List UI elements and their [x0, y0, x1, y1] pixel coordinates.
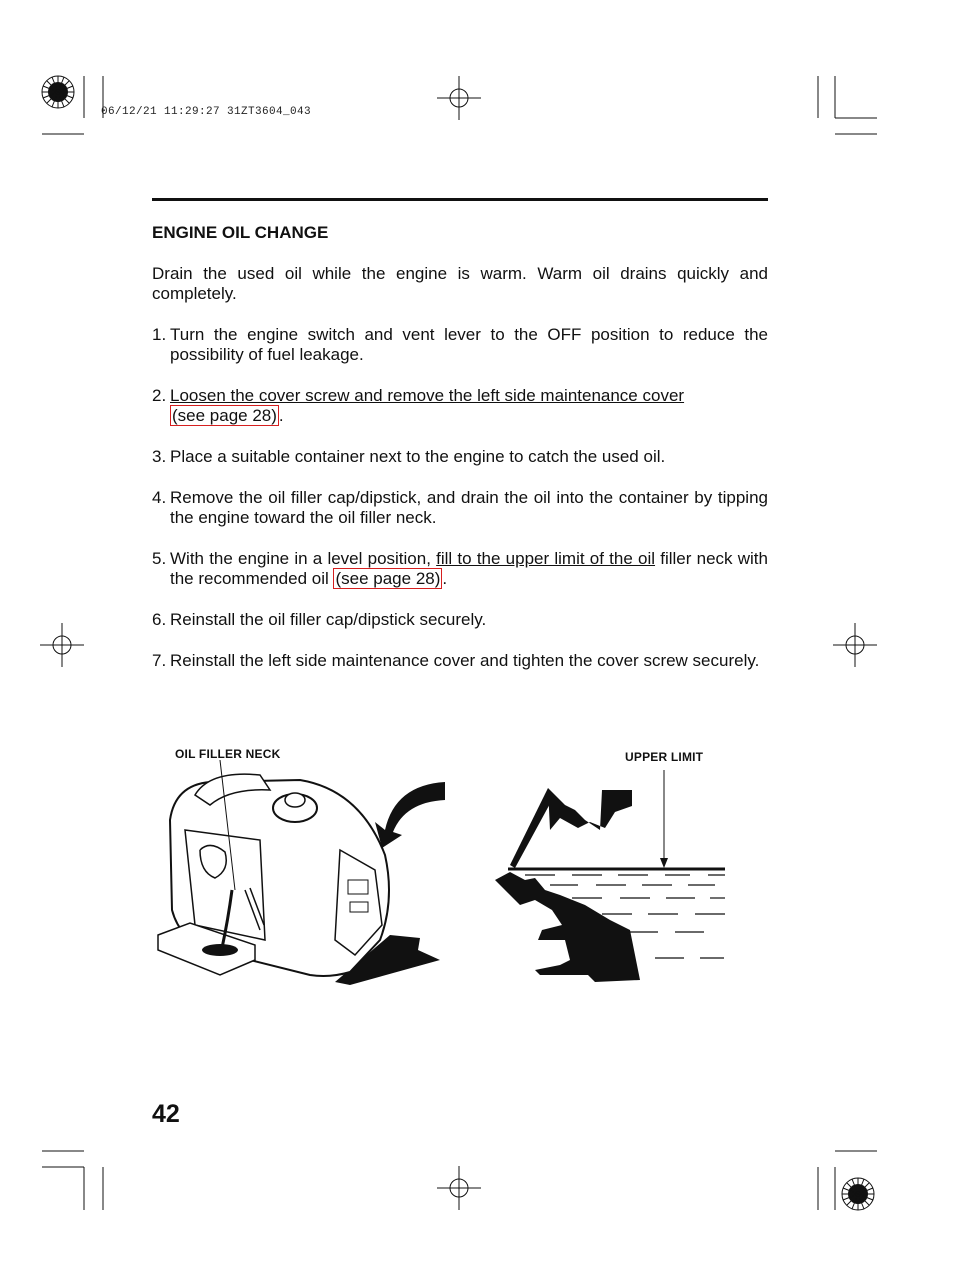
label-oil-filler-neck: OIL FILLER NECK [175, 747, 281, 761]
list-item [152, 447, 768, 467]
list-item [152, 610, 768, 630]
step-text: Reinstall the left side maintenance cover and tighten the cover screw securely. [170, 651, 760, 670]
section-rule [152, 198, 768, 201]
page-reference-link[interactable]: (see page 28) [335, 569, 441, 588]
crosshair-icon [833, 623, 877, 667]
crosshair-icon [437, 1166, 481, 1210]
step-number: 4. [152, 488, 167, 507]
step-punctuation: . [442, 569, 448, 588]
step-text-part: filler neck with the recommended oil [170, 549, 768, 588]
step-text-part: With the engine in a level position, [170, 549, 437, 568]
underlined-text: fill to the upper limit of the oil [436, 549, 656, 568]
list-item [152, 386, 768, 426]
list-item [152, 488, 768, 528]
step-text: Reinstall the oil filler cap/dipstick securely. [170, 610, 487, 629]
registration-starburst-icon [842, 1178, 874, 1210]
crosshair-icon [437, 76, 481, 120]
section-title: ENGINE OIL CHANGE [152, 223, 329, 242]
registration-starburst-icon [42, 76, 74, 108]
step-text: Remove the oil filler cap/dipstick, and drain the oil into the container by tipping the engine toward the oil filler neck. [170, 488, 768, 527]
list-item [152, 325, 768, 365]
step-number: 7. [152, 651, 167, 670]
crosshair-icon [40, 623, 84, 667]
intro-paragraph: Drain the used oil while the engine is warm. Warm oil drains quickly and completely. [152, 264, 768, 303]
underlined-text: Loosen the cover screw and remove the left side maintenance cover [170, 386, 685, 405]
step-text [170, 549, 768, 589]
filler-neck-cross-section [490, 770, 730, 990]
list-item [152, 651, 768, 671]
step-number: 2. [152, 386, 167, 405]
step-number: 5. [152, 549, 167, 568]
step-text [170, 386, 768, 426]
print-stamp: 06/12/21 11:29:27 31ZT3604_043 [101, 106, 312, 118]
step-number: 3. [152, 447, 167, 466]
page-reference-link[interactable]: (see page 28) [172, 406, 277, 425]
step-text: Turn the engine switch and vent lever to the OFF position to reduce the possibility of fuel leakage. [170, 325, 768, 364]
label-upper-limit: UPPER LIMIT [625, 750, 704, 764]
page-number: 42 [152, 1100, 180, 1128]
step-punctuation: . [278, 406, 284, 425]
step-number: 1. [152, 325, 167, 344]
generator-draining-illustration [150, 760, 450, 1000]
step-text: Place a suitable container next to the engine to catch the used oil. [170, 447, 666, 466]
step-number: 6. [152, 610, 167, 629]
list-item [152, 549, 768, 589]
